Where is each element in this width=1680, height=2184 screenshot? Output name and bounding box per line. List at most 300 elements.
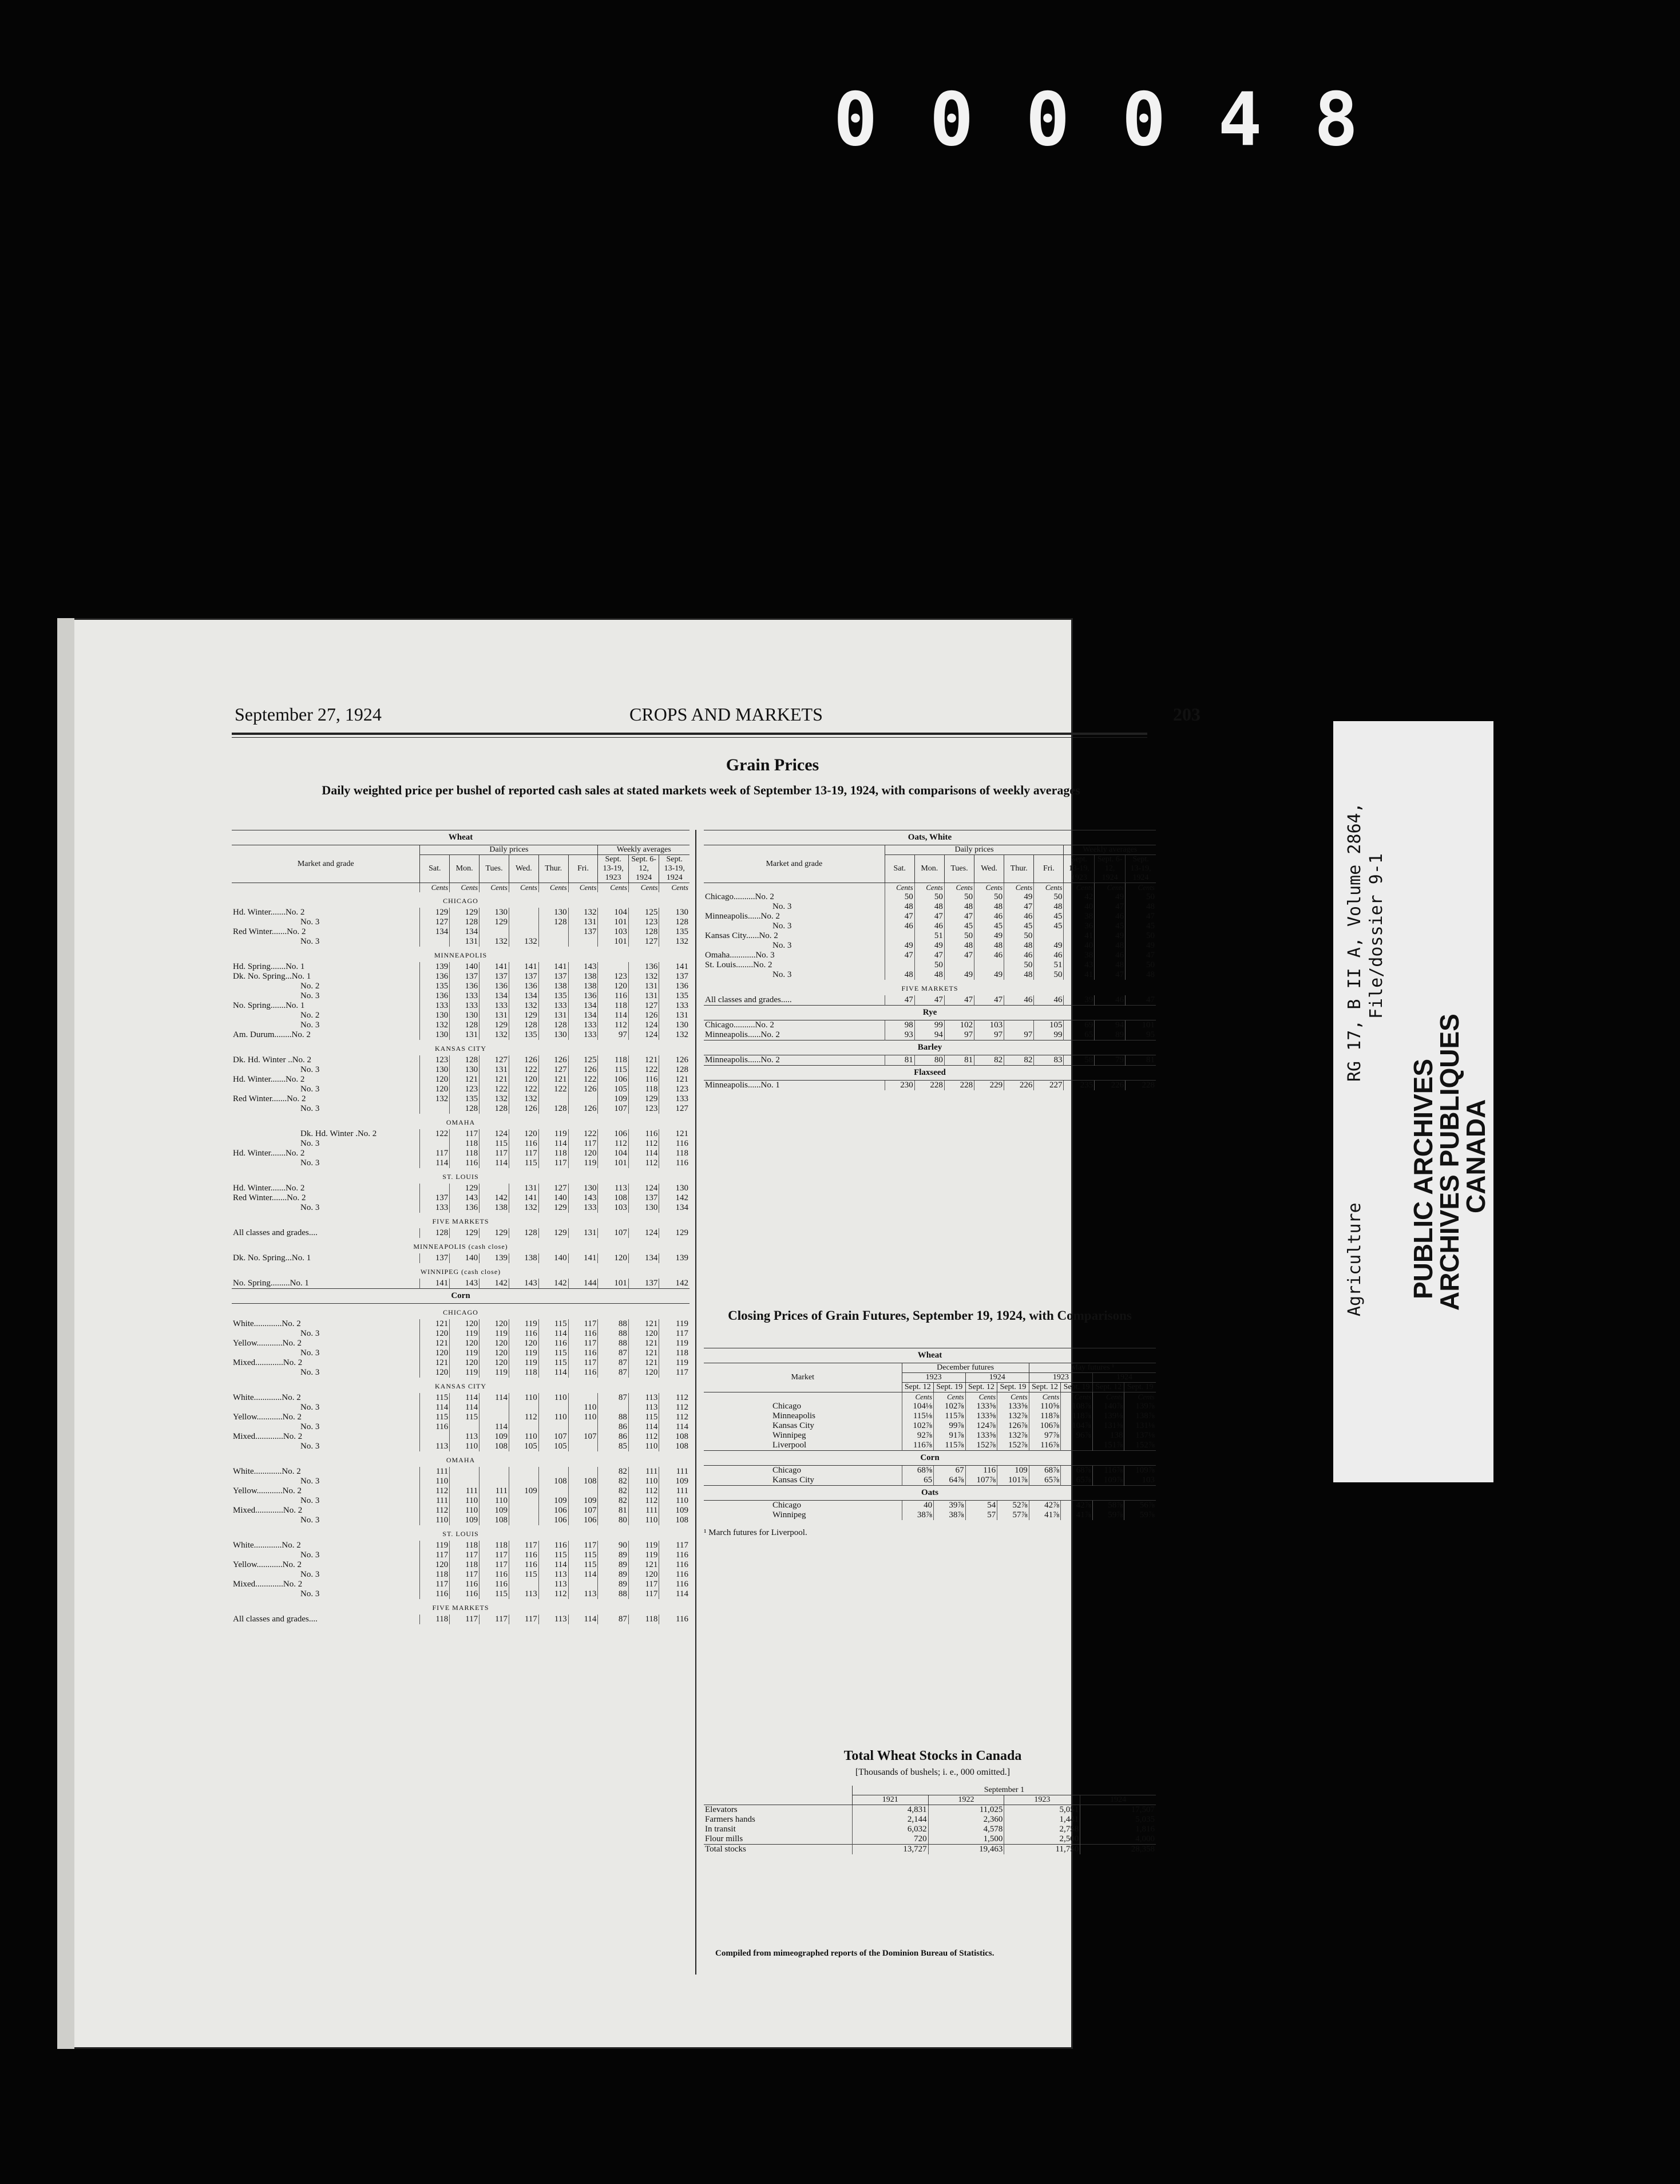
header-rule-thin	[232, 737, 1147, 738]
price-cell: 45	[1004, 921, 1034, 931]
row-label: No. 3	[300, 1348, 320, 1358]
units-row	[704, 1392, 1156, 1402]
price-cell: 120	[420, 1329, 450, 1339]
price-cell: 108⅞	[1061, 1402, 1093, 1411]
row-label: No. 3	[300, 1104, 320, 1113]
price-cell: 128	[450, 1020, 480, 1030]
price-cell: 116	[538, 1541, 568, 1550]
price-cell: 97	[1004, 1030, 1034, 1040]
price-cell: 98	[885, 1020, 914, 1031]
price-cell: 113	[538, 1615, 568, 1624]
price-cell: 45	[1034, 921, 1064, 931]
row-label: Chicago	[772, 1501, 801, 1510]
price-cell: 48	[885, 970, 914, 980]
row-label: Winnipeg	[772, 1431, 806, 1440]
price-cell: 95	[1126, 1030, 1156, 1040]
date-header: Sept. 12	[1029, 1383, 1061, 1392]
price-cell: 85	[598, 1442, 628, 1451]
price-cell: 127	[420, 917, 450, 927]
price-cell: 127	[628, 937, 659, 947]
price-cell: 106	[598, 1075, 628, 1085]
price-cell: 115	[538, 1550, 568, 1560]
price-cell: 115	[420, 1413, 450, 1422]
table-row	[704, 1411, 1156, 1421]
row-label: No. 3	[300, 1550, 320, 1560]
price-cell: 114	[480, 1393, 509, 1403]
daily-prices-header: Daily prices	[885, 845, 1064, 855]
rye-band	[704, 1006, 1156, 1020]
stock-cell: 5,051	[1004, 1805, 1080, 1815]
price-cell: 87	[598, 1615, 628, 1624]
price-cell: 131	[628, 982, 659, 991]
section-row	[232, 1451, 690, 1467]
price-cell: 126	[628, 1011, 659, 1020]
price-cell: 134	[509, 991, 538, 1001]
price-cell: 133	[659, 1001, 690, 1011]
table-row	[704, 902, 1156, 912]
stock-cell: 1,441	[1004, 1815, 1080, 1825]
table-row	[232, 1075, 690, 1085]
price-cell: 137⅛	[1124, 1431, 1156, 1441]
row-label: No. 3	[300, 1065, 320, 1074]
price-cell	[598, 1403, 628, 1413]
price-cell: 47	[974, 995, 1004, 1006]
price-cell: 109	[598, 1094, 628, 1104]
price-cell: 38⅞	[934, 1510, 966, 1520]
price-cell: 111	[659, 1486, 690, 1496]
units-cell: Cents	[450, 883, 480, 893]
price-cell: 132	[420, 1094, 450, 1104]
futures-corn-band-label: Corn	[704, 1451, 1156, 1466]
units-cell: Cents	[974, 883, 1004, 893]
price-cell: 89	[598, 1560, 628, 1570]
row-label: Dk. Hd. Winter .No. 2	[300, 1129, 377, 1138]
table-row	[704, 892, 1156, 902]
price-cell: 83	[1034, 1055, 1064, 1066]
price-cell: 229	[974, 1081, 1004, 1091]
units-spacer	[704, 1392, 902, 1402]
price-cell: 143	[450, 1193, 480, 1203]
price-cell: 130	[450, 1011, 480, 1020]
price-cell: 49	[914, 941, 944, 951]
stocks-subtitle: [Thousands of bushels; i. e., 000 omitted.]	[855, 1767, 1011, 1777]
price-cell: 228	[944, 1081, 974, 1091]
price-cell: 226	[1004, 1081, 1034, 1091]
futures-title: Closing Prices of Grain Futures, September 19, 1924, with Comparisons	[728, 1308, 1132, 1323]
price-cell: 112	[628, 1486, 659, 1496]
price-cell: 104	[598, 1149, 628, 1158]
price-cell: 45	[944, 921, 974, 931]
price-cell: 117	[628, 1589, 659, 1599]
row-label: No. 3	[300, 1020, 320, 1030]
price-cell: 137	[420, 1253, 450, 1263]
price-cell: 88	[598, 1339, 628, 1348]
price-cell: 89	[598, 1580, 628, 1589]
units-row	[232, 883, 690, 893]
row-label: Minneapolis......No. 1	[705, 1081, 780, 1090]
price-cell: 141	[509, 1193, 538, 1203]
price-cell: 142	[480, 1279, 509, 1289]
table-row	[704, 1030, 1156, 1040]
price-cell: 39⅞	[934, 1501, 966, 1511]
price-cell: 137	[480, 972, 509, 982]
year-header: 1923	[1029, 1373, 1092, 1383]
price-cell: 114	[538, 1329, 568, 1339]
price-cell: 46	[1004, 912, 1034, 921]
price-cell: 114	[659, 1422, 690, 1432]
price-cell: 120	[420, 1368, 450, 1378]
section-name: ST. LOUIS	[442, 1173, 479, 1181]
price-cell: 48	[1004, 941, 1034, 951]
price-cell: 142	[659, 1279, 690, 1289]
price-cell: 120	[509, 1339, 538, 1348]
price-cell: 50	[1034, 970, 1064, 980]
stock-cell: 2,360	[928, 1815, 1004, 1825]
price-cell: 118	[598, 1055, 628, 1065]
stock-cell: 5,035	[1080, 1815, 1156, 1825]
day-header: Thur.	[538, 855, 568, 883]
price-cell: 42⅞	[1029, 1501, 1061, 1511]
table-row	[232, 1413, 690, 1422]
section-name: ST. LOUIS	[442, 1530, 479, 1538]
price-cell: 110	[509, 1393, 538, 1403]
price-cell: 108	[659, 1432, 690, 1442]
price-cell: 123	[420, 1055, 450, 1065]
price-cell: 117	[509, 1541, 538, 1550]
stock-cell: 11,025	[928, 1805, 1004, 1815]
day-header: Wed.	[974, 855, 1004, 883]
row-label: Am. Durum........No. 2	[233, 1030, 311, 1039]
price-cell	[568, 1467, 598, 1477]
price-cell: 87	[598, 1368, 628, 1378]
price-cell: 116	[659, 1550, 690, 1560]
price-cell: 138	[480, 1203, 509, 1213]
price-cell: 118	[628, 1615, 659, 1624]
row-label: Yellow............No. 2	[233, 1339, 302, 1348]
row-label: Red Winter.......No. 2	[233, 927, 306, 936]
futures-market-header: Market	[704, 1363, 902, 1392]
price-cell: 132	[659, 1030, 690, 1040]
price-cell: 117	[420, 1580, 450, 1589]
row-label: Yellow............No. 2	[233, 1486, 302, 1495]
price-cell: 110	[509, 1432, 538, 1442]
table-row	[704, 1834, 1156, 1845]
price-cell: 122	[480, 1085, 509, 1094]
price-cell: 141	[568, 1253, 598, 1263]
price-cell: 120	[420, 1348, 450, 1358]
total-cell: 13,727	[852, 1845, 928, 1855]
date-header: Sept. 19	[997, 1383, 1029, 1392]
price-cell	[974, 960, 1004, 970]
price-cell: 101	[598, 1279, 628, 1289]
price-cell: 116	[965, 1466, 997, 1476]
table-row	[232, 1253, 690, 1263]
document-page	[57, 618, 1200, 2049]
price-cell	[509, 1422, 538, 1432]
price-cell: 112	[659, 1393, 690, 1403]
price-cell	[450, 1422, 480, 1432]
price-cell: 114	[450, 1403, 480, 1413]
price-cell: 82	[974, 1055, 1004, 1066]
table-row	[232, 1442, 690, 1451]
row-label: No. 3	[300, 1496, 320, 1505]
price-cell: 109	[659, 1477, 690, 1486]
price-cell: 47	[1126, 912, 1156, 921]
price-cell: 114	[538, 1368, 568, 1378]
wheat-stocks-table	[704, 1786, 1156, 1854]
price-cell: 129	[538, 1228, 568, 1238]
price-cell: 118	[480, 1541, 509, 1550]
table-row	[232, 1339, 690, 1348]
units-cell: Cents	[538, 883, 568, 893]
price-cell: 42	[1064, 892, 1095, 902]
price-cell: 41	[1064, 970, 1095, 980]
day-header: Wed.	[509, 855, 538, 883]
price-cell: 110	[420, 1516, 450, 1525]
price-cell: 97⅞	[1029, 1431, 1061, 1441]
price-cell: 132	[509, 1094, 538, 1104]
price-cell: 107	[538, 1432, 568, 1442]
price-cell: 88	[598, 1319, 628, 1329]
price-cell: 51	[914, 931, 944, 941]
price-cell: 142	[538, 1279, 568, 1289]
price-cell: 116	[568, 1368, 598, 1378]
table-row	[232, 1432, 690, 1442]
price-cell: 121	[628, 1560, 659, 1570]
section-name: FIVE MARKETS	[901, 984, 958, 992]
price-cell: 101⅞	[997, 1475, 1029, 1486]
column-divider	[695, 830, 696, 1975]
price-cell: 127	[538, 1184, 568, 1193]
price-cell: 117	[420, 1550, 450, 1560]
year-header: 1924	[965, 1373, 1029, 1383]
table-row	[704, 1466, 1156, 1476]
price-cell	[420, 1104, 450, 1114]
price-cell: 139⅞	[1124, 1402, 1156, 1411]
rye-band-label: Rye	[704, 1006, 1156, 1020]
table-row	[232, 1085, 690, 1094]
price-cell: 110	[538, 1413, 568, 1422]
price-cell: 79	[1095, 1055, 1126, 1066]
price-cell: 97	[944, 1030, 974, 1040]
price-cell: 130	[420, 1065, 450, 1075]
row-label: Hd. Winter.......No. 2	[233, 1075, 305, 1084]
price-cell: 125	[628, 908, 659, 917]
december-header: December futures	[902, 1363, 1029, 1373]
price-cell: 105	[1034, 1020, 1064, 1031]
price-cell: 46	[1095, 912, 1126, 921]
price-cell: 110	[628, 1477, 659, 1486]
price-cell: 128	[450, 1104, 480, 1114]
price-cell: 110	[450, 1506, 480, 1516]
price-cell: 136	[420, 972, 450, 982]
price-cell: 102⅞	[934, 1402, 966, 1411]
table-row	[704, 970, 1156, 980]
section-row	[232, 1168, 690, 1184]
price-cell: 138	[568, 972, 598, 982]
price-cell	[509, 927, 538, 937]
table-row	[232, 1149, 690, 1158]
price-cell: 137	[509, 972, 538, 982]
price-cell: 111	[420, 1467, 450, 1477]
price-cell: 103	[1124, 1475, 1156, 1486]
table-row	[232, 1001, 690, 1011]
price-cell: 114	[420, 1403, 450, 1413]
table-row	[232, 1094, 690, 1104]
price-cell: 121	[628, 1055, 659, 1065]
price-cell: 137	[628, 1193, 659, 1203]
price-cell: 46	[974, 912, 1004, 921]
section-name: CHICAGO	[443, 1308, 478, 1316]
price-cell: 123	[628, 917, 659, 927]
year-header: 1924	[1092, 1373, 1156, 1383]
price-cell: 131	[450, 937, 480, 947]
price-cell: 49	[1004, 892, 1034, 902]
day-header: Mon.	[450, 855, 480, 883]
price-cell: 131	[628, 991, 659, 1001]
price-cell: 117	[480, 1149, 509, 1158]
futures-oats-band	[704, 1486, 1156, 1501]
price-cell: 130	[450, 1065, 480, 1075]
price-cell: 106	[538, 1516, 568, 1525]
price-cell: 130	[420, 1030, 450, 1040]
price-cell	[509, 1403, 538, 1413]
price-cell: 114	[659, 1589, 690, 1599]
price-cell: 97	[974, 1030, 1004, 1040]
price-cell: 139	[659, 1253, 690, 1263]
price-cell: 45	[974, 921, 1004, 931]
may-header: May futures ¹	[1029, 1363, 1156, 1373]
price-cell: 115⅛	[902, 1411, 934, 1421]
price-cell: 120	[568, 1149, 598, 1158]
price-cell: 113	[598, 1184, 628, 1193]
price-cell: 107	[568, 1506, 598, 1516]
stock-cell: 2,758	[1004, 1825, 1080, 1834]
price-cell: 128	[659, 1065, 690, 1075]
price-cell: 108	[659, 1442, 690, 1451]
archive-stamp-line3: CANADA	[1461, 1099, 1491, 1213]
price-cell: 116	[628, 1075, 659, 1085]
price-cell: 133	[659, 1094, 690, 1104]
price-cell: 124⅞	[965, 1421, 997, 1431]
price-cell: 140	[538, 1193, 568, 1203]
row-label: Kansas City	[772, 1421, 814, 1430]
price-cell: 50	[914, 960, 944, 970]
price-cell: 124	[628, 1020, 659, 1030]
price-cell: 117	[659, 1541, 690, 1550]
price-cell	[944, 960, 974, 970]
price-cell: 116	[450, 1580, 480, 1589]
stock-cell: 720	[852, 1834, 928, 1845]
price-cell: 109	[480, 1506, 509, 1516]
section-row	[232, 1599, 690, 1615]
price-cell: 135	[659, 927, 690, 937]
row-label: Chicago..........No. 2	[705, 892, 774, 901]
price-cell: 227	[1034, 1081, 1064, 1091]
price-cell: 82	[598, 1477, 628, 1486]
price-cell: 38	[1064, 951, 1095, 960]
units-cell: Cents	[934, 1392, 966, 1402]
price-cell: 119	[450, 1368, 480, 1378]
price-cell	[538, 1422, 568, 1432]
wheat-corn-table-column	[232, 830, 690, 1624]
date-header: Sept. 12	[902, 1383, 934, 1392]
price-cell	[420, 1184, 450, 1193]
price-cell	[538, 1486, 568, 1496]
row-label: No. 3	[300, 1085, 320, 1094]
price-cell: 86	[598, 1422, 628, 1432]
price-cell: 114	[628, 1422, 659, 1432]
table-row	[704, 951, 1156, 960]
price-cell: 122	[509, 1085, 538, 1094]
table-row	[232, 1011, 690, 1020]
stock-cell: 6,032	[852, 1825, 928, 1834]
table-row	[704, 941, 1156, 951]
price-cell: 119	[659, 1319, 690, 1329]
price-cell: 114	[480, 1422, 509, 1432]
futures-table	[704, 1348, 1156, 1520]
table-row	[704, 1081, 1156, 1091]
price-cell: 135	[538, 991, 568, 1001]
price-cell: 119	[450, 1348, 480, 1358]
price-cell: 49	[1095, 892, 1126, 902]
price-cell	[450, 1467, 480, 1477]
table-row	[704, 1431, 1156, 1441]
units-cell: Cents	[420, 883, 450, 893]
row-label: No. Spring.......No. 1	[233, 1001, 305, 1010]
row-label: Mixed.............No. 2	[233, 1506, 303, 1515]
price-cell: 119	[568, 1158, 598, 1168]
table-row	[232, 982, 690, 991]
price-cell: 68⅞	[1061, 1466, 1093, 1476]
price-cell: 116⅞	[902, 1441, 934, 1451]
price-cell: 101	[1126, 1020, 1156, 1031]
table-row	[232, 991, 690, 1001]
price-cell: 48	[914, 970, 944, 980]
price-cell: 46	[974, 951, 1004, 960]
section-name: MINNEAPOLIS (cash close)	[413, 1243, 508, 1251]
table-row	[704, 931, 1156, 941]
price-cell: 136	[480, 982, 509, 991]
price-cell: 129	[538, 1203, 568, 1213]
price-cell: 104⅛	[902, 1402, 934, 1411]
price-cell	[480, 927, 509, 937]
price-cell: 108	[480, 1516, 509, 1525]
row-label: No. 3	[300, 1516, 320, 1525]
price-cell: 115	[628, 1413, 659, 1422]
price-cell: 128	[480, 1104, 509, 1114]
price-cell: 117	[480, 1550, 509, 1560]
price-cell: 131	[538, 1011, 568, 1020]
market-grade-header: Market and grade	[704, 845, 885, 883]
price-cell: 117	[509, 1615, 538, 1624]
price-cell: 126	[509, 1055, 538, 1065]
price-cell: 49	[885, 941, 914, 951]
price-cell: 132	[509, 1203, 538, 1213]
price-cell: 137	[659, 972, 690, 982]
price-cell: 230	[885, 1081, 914, 1091]
price-cell: 47	[885, 995, 914, 1006]
row-label: Dk. No. Spring...No. 1	[233, 972, 311, 981]
price-cell: 65⅞	[1061, 1475, 1093, 1486]
price-cell: 129	[480, 1228, 509, 1238]
units-cell: Cents	[509, 883, 538, 893]
price-cell: 48	[1126, 902, 1156, 912]
row-label: Hd. Winter.......No. 2	[233, 1184, 305, 1193]
row-label: No. 3	[300, 1422, 320, 1431]
price-cell: 134	[568, 1011, 598, 1020]
price-cell	[568, 937, 598, 947]
